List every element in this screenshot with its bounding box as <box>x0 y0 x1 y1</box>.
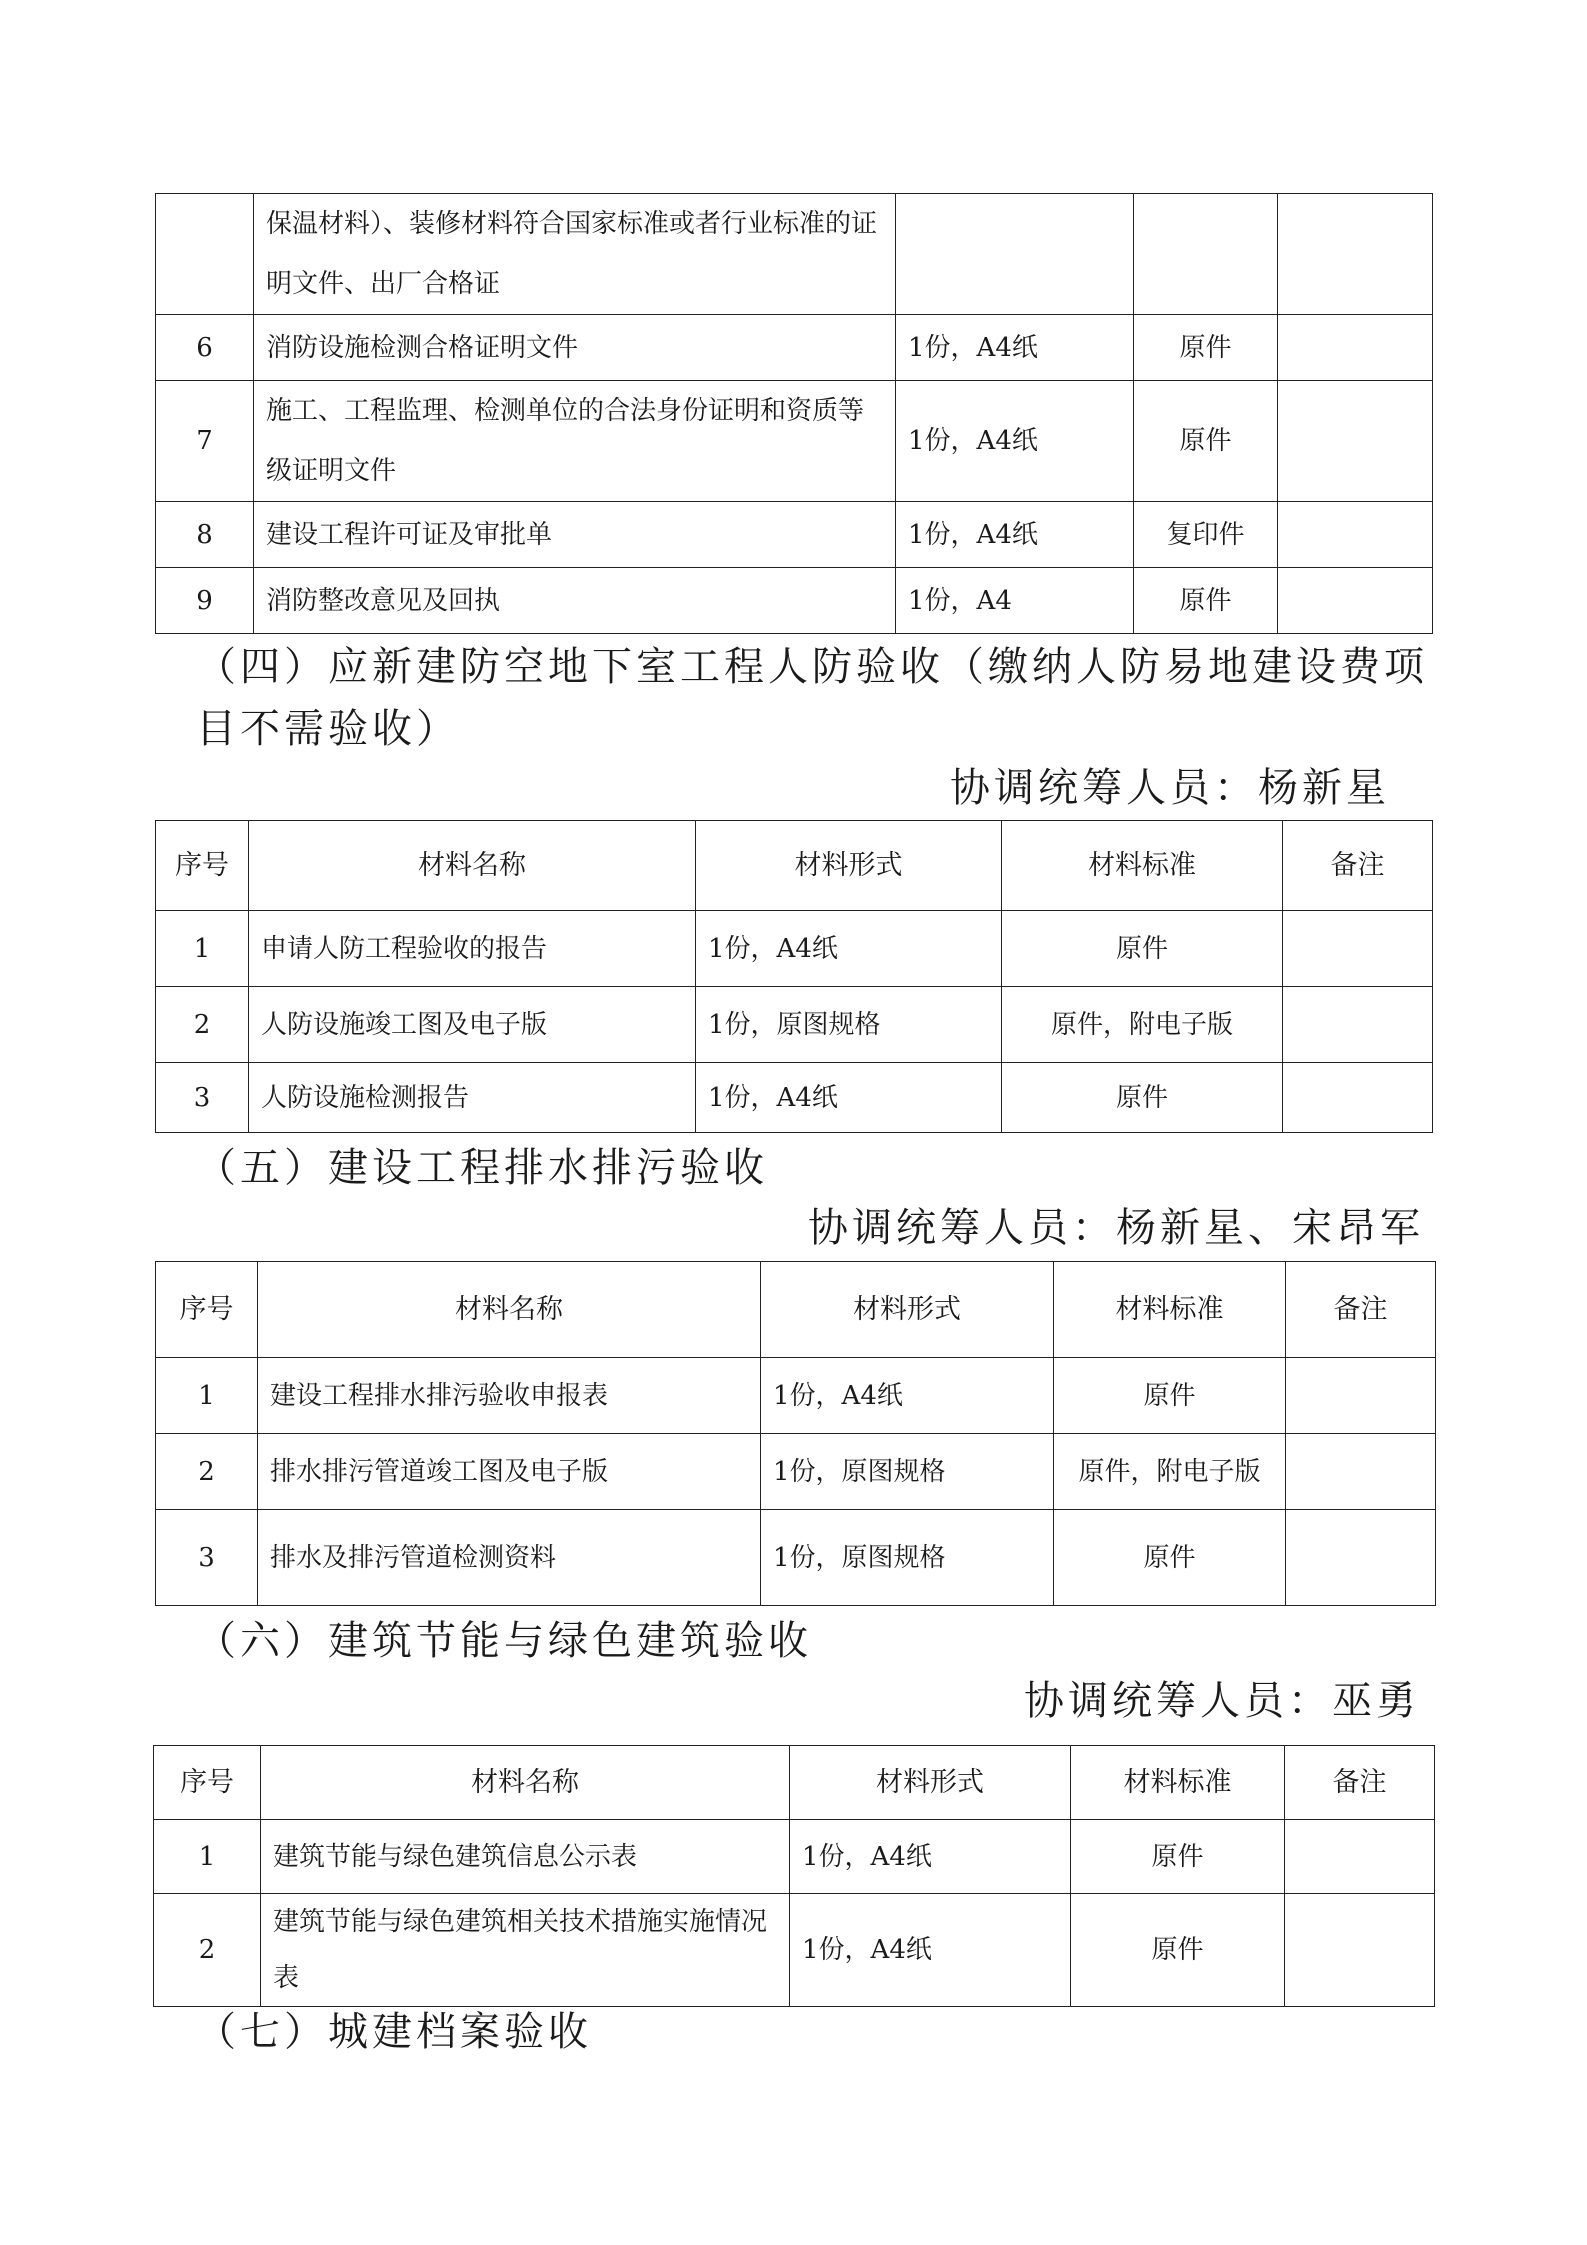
table-header-row <box>154 1746 1435 1820</box>
cell-name: 建设工程许可证及审批单 <box>254 502 896 568</box>
cell-std: 原件 <box>1054 1358 1286 1434</box>
cell-no <box>156 194 254 315</box>
table-row <box>154 1894 1435 2007</box>
header-form: 材料形式 <box>790 1746 1071 1820</box>
table-header-row <box>156 821 1433 911</box>
cell-note <box>1278 502 1433 568</box>
table-row <box>156 987 1433 1063</box>
cell-form: 1份，A4纸 <box>790 1894 1071 2007</box>
table-row <box>156 315 1433 381</box>
cell-note <box>1283 1063 1433 1133</box>
cell-form: 1份，原图规格 <box>761 1434 1054 1510</box>
table-section-4 <box>155 820 1433 1133</box>
cell-form: 1份，A4纸 <box>790 1820 1071 1894</box>
table-row <box>156 194 1433 315</box>
table-row <box>156 568 1433 634</box>
section-5-title: （五）建设工程排水排污验收 <box>196 1145 768 1191</box>
cell-note <box>1286 1358 1436 1434</box>
cell-no: 1 <box>156 911 249 987</box>
cell-note <box>1278 315 1433 381</box>
cell-form: 1份，A4纸 <box>761 1358 1054 1434</box>
cell-note <box>1278 568 1433 634</box>
cell-no: 6 <box>156 315 254 381</box>
table-row <box>154 1820 1435 1894</box>
table-section-6 <box>153 1745 1435 2007</box>
cell-name: 保温材料）、装修材料符合国家标准或者行业标准的证明文件、出厂合格证 <box>254 194 896 315</box>
header-form: 材料形式 <box>696 821 1002 911</box>
section-7-title: （七）城建档案验收 <box>196 2009 592 2055</box>
cell-std: 原件 <box>1134 568 1278 634</box>
cell-note <box>1283 911 1433 987</box>
header-note: 备注 <box>1286 1262 1436 1358</box>
section-6-title: （六）建筑节能与绿色建筑验收 <box>196 1618 812 1664</box>
cell-name: 人防设施检测报告 <box>249 1063 696 1133</box>
table-section-5 <box>155 1261 1436 1606</box>
cell-note <box>1283 987 1433 1063</box>
table-row <box>156 1063 1433 1133</box>
cell-note <box>1278 194 1433 315</box>
header-no: 序号 <box>156 1262 258 1358</box>
cell-no: 2 <box>154 1894 261 2007</box>
table-row <box>156 911 1433 987</box>
cell-std: 原件 <box>1002 1063 1283 1133</box>
cell-form: 1份，A4纸 <box>896 381 1134 502</box>
cell-std: 原件 <box>1071 1894 1285 2007</box>
table-row <box>156 1358 1436 1434</box>
table-header-row <box>156 1262 1436 1358</box>
cell-no: 3 <box>156 1510 258 1606</box>
section-4-title-line1: （四）应新建防空地下室工程人防验收（缴纳人防易地建设费项 <box>196 644 1428 690</box>
cell-form: 1份，A4纸 <box>696 1063 1002 1133</box>
table-row <box>156 1434 1436 1510</box>
cell-std: 原件 <box>1071 1820 1285 1894</box>
header-std: 材料标准 <box>1071 1746 1285 1820</box>
cell-name: 消防设施检测合格证明文件 <box>254 315 896 381</box>
header-name: 材料名称 <box>249 821 696 911</box>
header-std: 材料标准 <box>1002 821 1283 911</box>
cell-std <box>1134 194 1278 315</box>
section-4-coordinator: 协调统筹人员：杨新星 <box>950 765 1390 811</box>
table-row <box>156 502 1433 568</box>
header-note: 备注 <box>1285 1746 1435 1820</box>
cell-no: 8 <box>156 502 254 568</box>
cell-form <box>896 194 1134 315</box>
cell-note <box>1285 1820 1435 1894</box>
cell-name: 申请人防工程验收的报告 <box>249 911 696 987</box>
cell-form: 1份，原图规格 <box>761 1510 1054 1606</box>
header-name: 材料名称 <box>258 1262 761 1358</box>
cell-no: 1 <box>154 1820 261 1894</box>
cell-name: 消防整改意见及回执 <box>254 568 896 634</box>
cell-no: 2 <box>156 987 249 1063</box>
cell-note <box>1285 1894 1435 2007</box>
cell-name: 人防设施竣工图及电子版 <box>249 987 696 1063</box>
section-4-title-line2: 目不需验收） <box>196 706 460 752</box>
cell-std: 原件，附电子版 <box>1054 1434 1286 1510</box>
cell-name: 建筑节能与绿色建筑相关技术措施实施情况表 <box>261 1894 790 2007</box>
cell-name: 排水排污管道竣工图及电子版 <box>258 1434 761 1510</box>
table-row <box>156 1510 1436 1606</box>
cell-name: 建筑节能与绿色建筑信息公示表 <box>261 1820 790 1894</box>
header-form: 材料形式 <box>761 1262 1054 1358</box>
header-note: 备注 <box>1283 821 1433 911</box>
cell-std: 原件 <box>1134 315 1278 381</box>
cell-no: 7 <box>156 381 254 502</box>
cell-std: 原件 <box>1002 911 1283 987</box>
cell-name: 建设工程排水排污验收申报表 <box>258 1358 761 1434</box>
cell-note <box>1286 1510 1436 1606</box>
cell-no: 2 <box>156 1434 258 1510</box>
cell-std: 原件，附电子版 <box>1002 987 1283 1063</box>
cell-name: 排水及排污管道检测资料 <box>258 1510 761 1606</box>
cell-form: 1份，原图规格 <box>696 987 1002 1063</box>
cell-form: 1份，A4纸 <box>696 911 1002 987</box>
cell-no: 9 <box>156 568 254 634</box>
cell-std: 复印件 <box>1134 502 1278 568</box>
header-no: 序号 <box>154 1746 261 1820</box>
header-name: 材料名称 <box>261 1746 790 1820</box>
cell-form: 1份，A4纸 <box>896 315 1134 381</box>
table-continued <box>155 193 1433 634</box>
cell-name: 施工、工程监理、检测单位的合法身份证明和资质等级证明文件 <box>254 381 896 502</box>
cell-std: 原件 <box>1134 381 1278 502</box>
cell-note <box>1286 1434 1436 1510</box>
header-std: 材料标准 <box>1054 1262 1286 1358</box>
cell-no: 1 <box>156 1358 258 1434</box>
cell-no: 3 <box>156 1063 249 1133</box>
section-6-coordinator: 协调统筹人员：巫勇 <box>1024 1678 1420 1724</box>
cell-form: 1份，A4 <box>896 568 1134 634</box>
section-5-coordinator: 协调统筹人员：杨新星、宋昂军 <box>808 1205 1424 1251</box>
cell-form: 1份，A4纸 <box>896 502 1134 568</box>
header-no: 序号 <box>156 821 249 911</box>
cell-std: 原件 <box>1054 1510 1286 1606</box>
table-row <box>156 381 1433 502</box>
cell-note <box>1278 381 1433 502</box>
